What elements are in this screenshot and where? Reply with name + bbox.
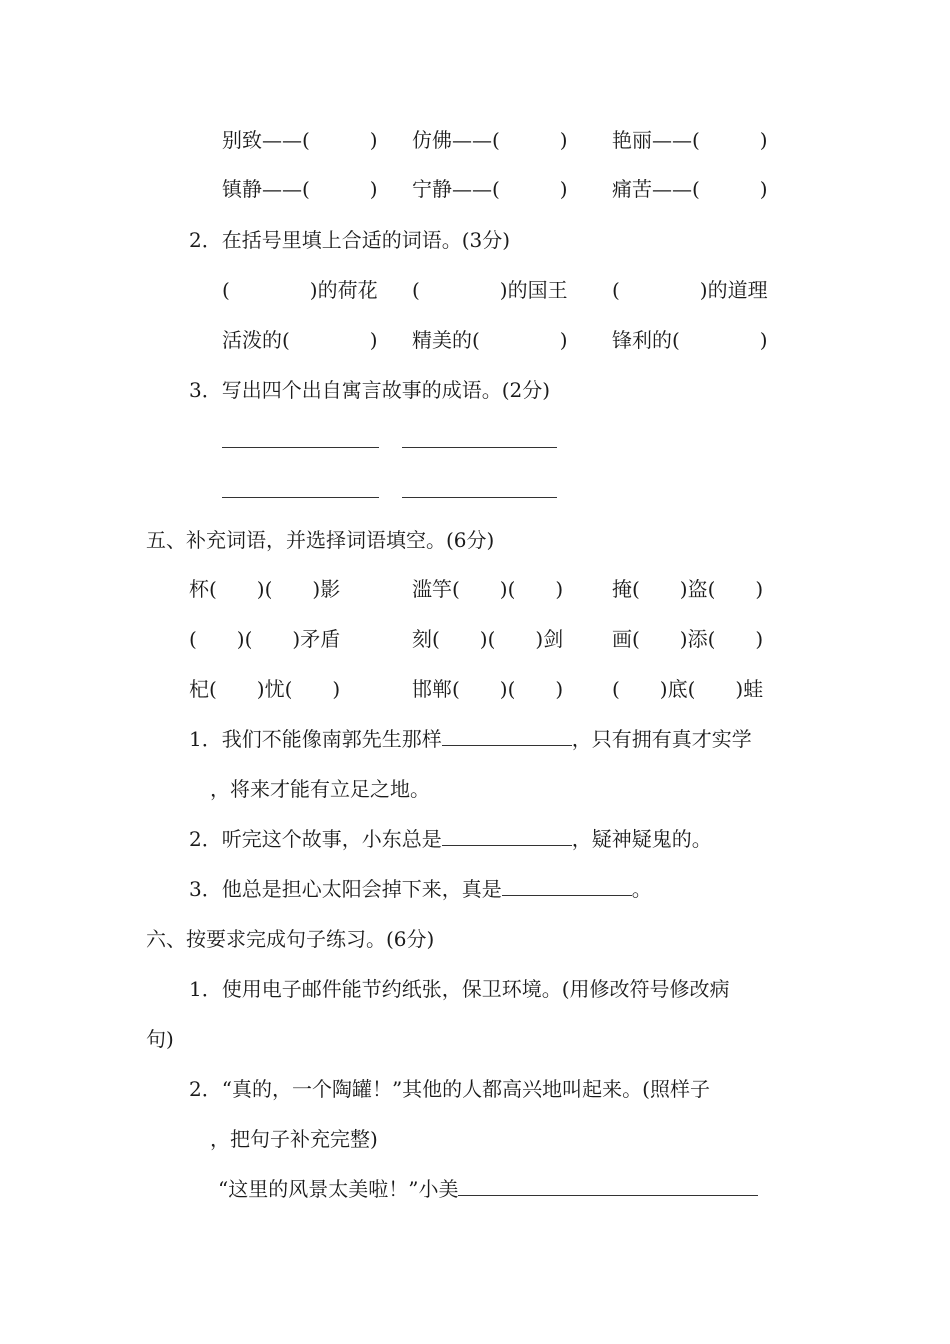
antonym-item: 别致——( ) — [222, 128, 378, 152]
idiom-item: 杯( )( )影 — [189, 577, 341, 601]
sentence-2 — [189, 825, 712, 853]
idiom-item: ( )( )矛盾 — [189, 627, 341, 651]
sentence-3 — [189, 875, 652, 903]
sentence-text: 2．听完这个故事，小东总是 — [189, 827, 442, 851]
antonym-item: 艳丽——( ) — [612, 128, 768, 152]
sentence-text: “这里的风景太美啦！”小美 — [218, 1177, 459, 1201]
answer-blank[interactable] — [442, 827, 572, 846]
answer-line[interactable] — [402, 447, 557, 448]
section-5-title: 五、补充词语，并选择词语填空。(6分) — [146, 528, 495, 552]
answer-blank[interactable] — [502, 877, 632, 896]
fill-item: ( )的国王 — [412, 278, 568, 302]
sentence-text: ，只有拥有真才实学 — [571, 727, 752, 751]
section-6-q2-continued: ，把句子补充完整) — [210, 1127, 378, 1151]
answer-line[interactable] — [402, 497, 557, 498]
fill-item: 活泼的( ) — [222, 328, 378, 352]
idiom-item: 刻( )( )剑 — [412, 627, 564, 651]
idiom-item: ( )底( )蛙 — [612, 677, 764, 701]
idiom-item: 掩( )盗( ) — [612, 577, 764, 601]
idiom-item: 滥竽( )( ) — [412, 577, 564, 601]
antonym-item: 镇静——( ) — [222, 177, 378, 201]
fill-item: ( )的荷花 — [222, 278, 378, 302]
sentence-text: 。 — [631, 877, 652, 901]
question-2-title: 2．在括号里填上合适的词语。(3分) — [189, 228, 511, 252]
section-6-q2: 2．“真的，一个陶罐！”其他的人都高兴地叫起来。(照样子 — [189, 1077, 710, 1101]
section-6-q1: 1．使用电子邮件能节约纸张，保卫环境。(用修改符号修改病 — [189, 977, 730, 1001]
answer-line[interactable] — [222, 447, 379, 448]
idiom-item: 画( )添( ) — [612, 627, 764, 651]
fill-item: 锋利的( ) — [612, 328, 768, 352]
idiom-item: 杞( )忧( ) — [189, 677, 341, 701]
sentence-1 — [189, 725, 752, 753]
sentence-1-continued: ，将来才能有立足之地。 — [210, 777, 430, 801]
sentence-text: 1．我们不能像南郭先生那样 — [189, 727, 442, 751]
question-3-title: 3．写出四个出自寓言故事的成语。(2分) — [189, 378, 551, 402]
answer-blank[interactable] — [458, 1177, 758, 1196]
section-6-q1-continued: 句) — [146, 1027, 174, 1051]
fill-item: 精美的( ) — [412, 328, 568, 352]
fill-item: ( )的道理 — [612, 278, 768, 302]
idiom-item: 邯郸( )( ) — [412, 677, 564, 701]
antonym-item: 痛苦——( ) — [612, 177, 768, 201]
sentence-text: ，疑神疑鬼的。 — [571, 827, 712, 851]
answer-line[interactable] — [222, 497, 379, 498]
section-6-q2-example — [218, 1175, 758, 1203]
section-6-title: 六、按要求完成句子练习。(6分) — [146, 927, 435, 951]
antonym-item: 宁静——( ) — [412, 177, 568, 201]
sentence-text: 3．他总是担心太阳会掉下来，真是 — [189, 877, 502, 901]
antonym-item: 仿佛——( ) — [412, 128, 568, 152]
answer-blank[interactable] — [442, 727, 572, 746]
